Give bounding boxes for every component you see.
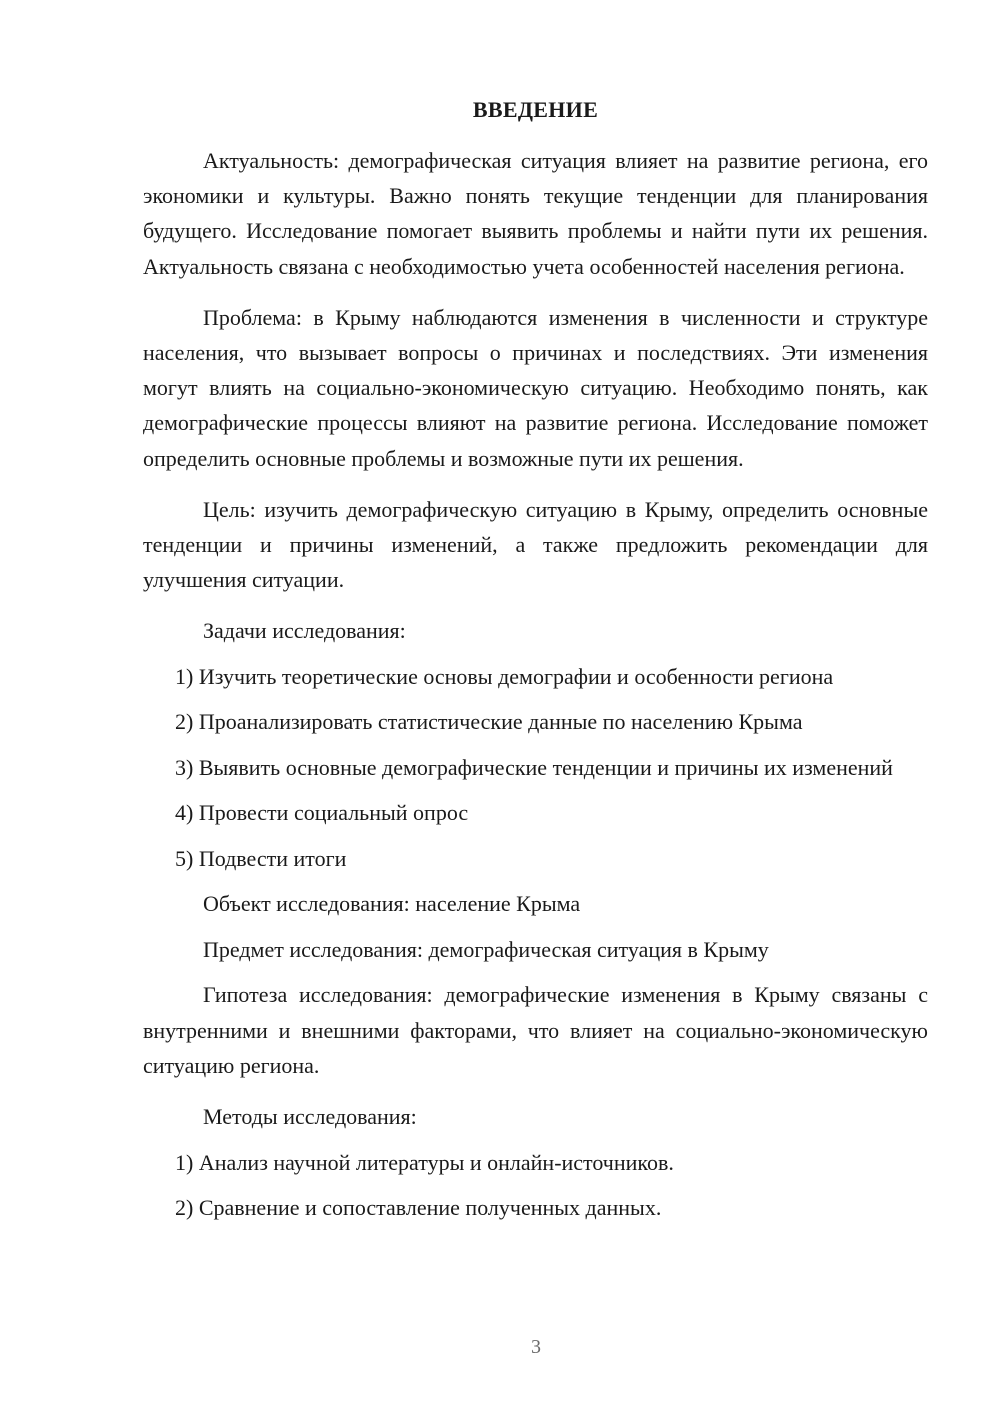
- task-item: 2) Проанализировать статистические данные по населению Крыма: [175, 709, 803, 735]
- method-item: 1) Анализ научной литературы и онлайн-источников.: [175, 1149, 674, 1175]
- task-item: 4) Провести социальный опрос: [175, 800, 469, 826]
- hypothesis-paragraph: Гипотеза исследования: демографические изменения в Крыму связаны с внутренними и внешними факторами, что влияет на социально-экономическую ситуацию региона.: [143, 982, 928, 1078]
- page-number: 3: [531, 1336, 541, 1358]
- goal-paragraph: Цель: изучить демографическую ситуацию в Крыму, определить основные тенденции и причины изменений, а также предложить рекомендации для улучшения ситуации.: [143, 496, 928, 593]
- section-heading: ВВЕДЕНИЕ: [472, 97, 599, 122]
- methods-title: Методы исследования:: [203, 1104, 417, 1130]
- task-item: 5) Подвести итоги: [175, 845, 347, 871]
- tasks-title: Задачи исследования:: [203, 618, 406, 644]
- page-content: [143, 95, 928, 1241]
- relevance-paragraph: Актуальность: демографическая ситуация влияет на развитие региона, его экономики и культуры. Важно понять текущие тенденции для планирования будущего. Исследование помогает выявить проблемы и найти пути их решения. Актуальность связана с необходимостью учета особенностей населения региона.: [143, 148, 928, 279]
- object-line: Объект исследования: население Крыма: [203, 891, 581, 917]
- method-item: 2) Сравнение и сопоставление полученных данных.: [175, 1195, 662, 1221]
- task-item: 1) Изучить теоретические основы демографии и особенности региона: [175, 663, 834, 689]
- subject-line: Предмет исследования: демографическая ситуация в Крыму: [203, 936, 769, 962]
- task-item: 3) Выявить основные демографические тенденции и причины их изменений: [175, 754, 893, 780]
- problem-paragraph: Проблема: в Крыму наблюдаются изменения в численности и структуре населения, что вызывает вопросы о причинах и последствиях. Эти изменения могут влиять на социально-экономическую ситуацию. Необходимо понять, как демографические процессы влияют на развитие региона. Исследование поможет определить основные проблемы и возможные пути их решения.: [143, 304, 928, 471]
